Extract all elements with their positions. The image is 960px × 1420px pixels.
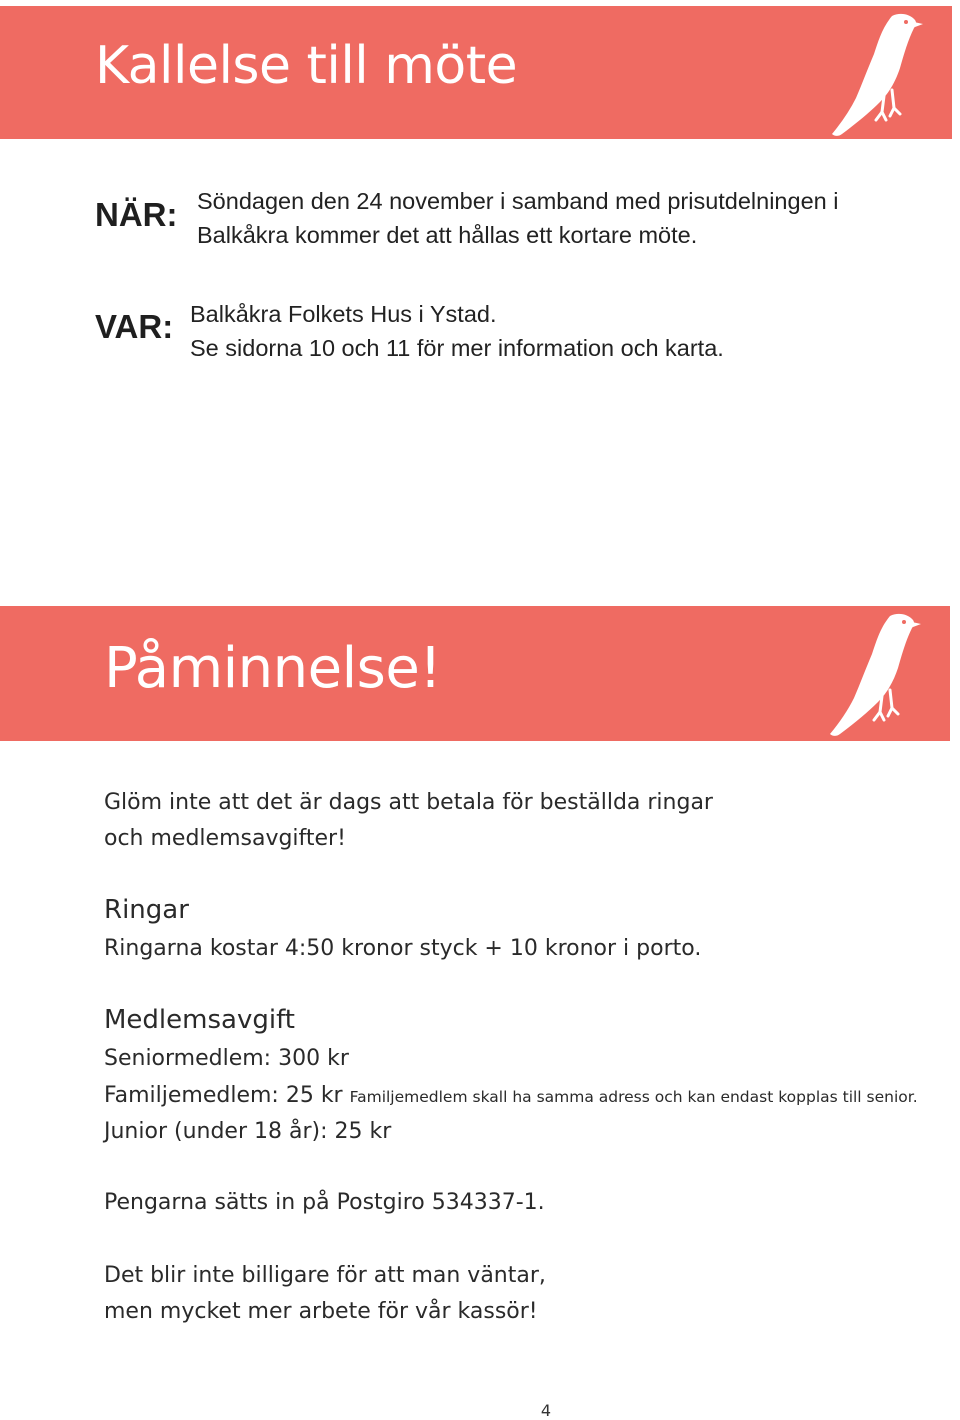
family-fee-note: Familjemedlem skall ha samma adress och kan endast kopplas till senior.	[349, 1088, 918, 1106]
meeting-banner	[0, 6, 952, 139]
where-label: VAR:	[95, 308, 174, 345]
where-line: Se sidorna 10 och 11 för mer information och karta.	[190, 335, 724, 361]
rings-heading: Ringar	[104, 895, 189, 925]
family-fee-line	[104, 1078, 918, 1115]
when-label: NÄR:	[95, 196, 178, 233]
meeting-title: Kallelse till möte	[95, 36, 518, 96]
family-fee: Familjemedlem: 25 kr	[104, 1083, 343, 1108]
reminder-intro-line: och medlemsavgifter!	[104, 826, 346, 851]
when-text	[197, 184, 838, 252]
when-line: Söndagen den 24 november i samband med prisutdelningen i	[197, 188, 839, 214]
junior-fee: Junior (under 18 år): 25 kr	[104, 1119, 392, 1144]
page-number: 4	[540, 1401, 552, 1420]
closing-line: men mycket mer arbete för vår kassör!	[104, 1299, 538, 1324]
fees-heading: Medlemsavgift	[104, 1005, 295, 1035]
reminder-banner	[0, 606, 950, 741]
reminder-title: Påminnelse!	[104, 636, 442, 701]
payment-info: Pengarna sätts in på Postgiro 534337-1.	[104, 1190, 545, 1215]
reminder-intro-line: Glöm inte att det är dags att betala för beställda ringar	[104, 790, 713, 815]
closing-line: Det blir inte billigare för att man väntar,	[104, 1263, 546, 1288]
bird-icon	[818, 610, 928, 738]
where-text	[190, 297, 724, 365]
where-line: Balkåkra Folkets Hus i Ystad.	[190, 301, 497, 327]
when-line: Balkåkra kommer det att hållas ett kortare möte.	[197, 222, 698, 248]
bird-icon	[820, 10, 930, 138]
rings-text: Ringarna kostar 4:50 kronor styck + 10 kronor i porto.	[104, 936, 702, 961]
senior-fee: Seniormedlem: 300 kr	[104, 1046, 349, 1071]
